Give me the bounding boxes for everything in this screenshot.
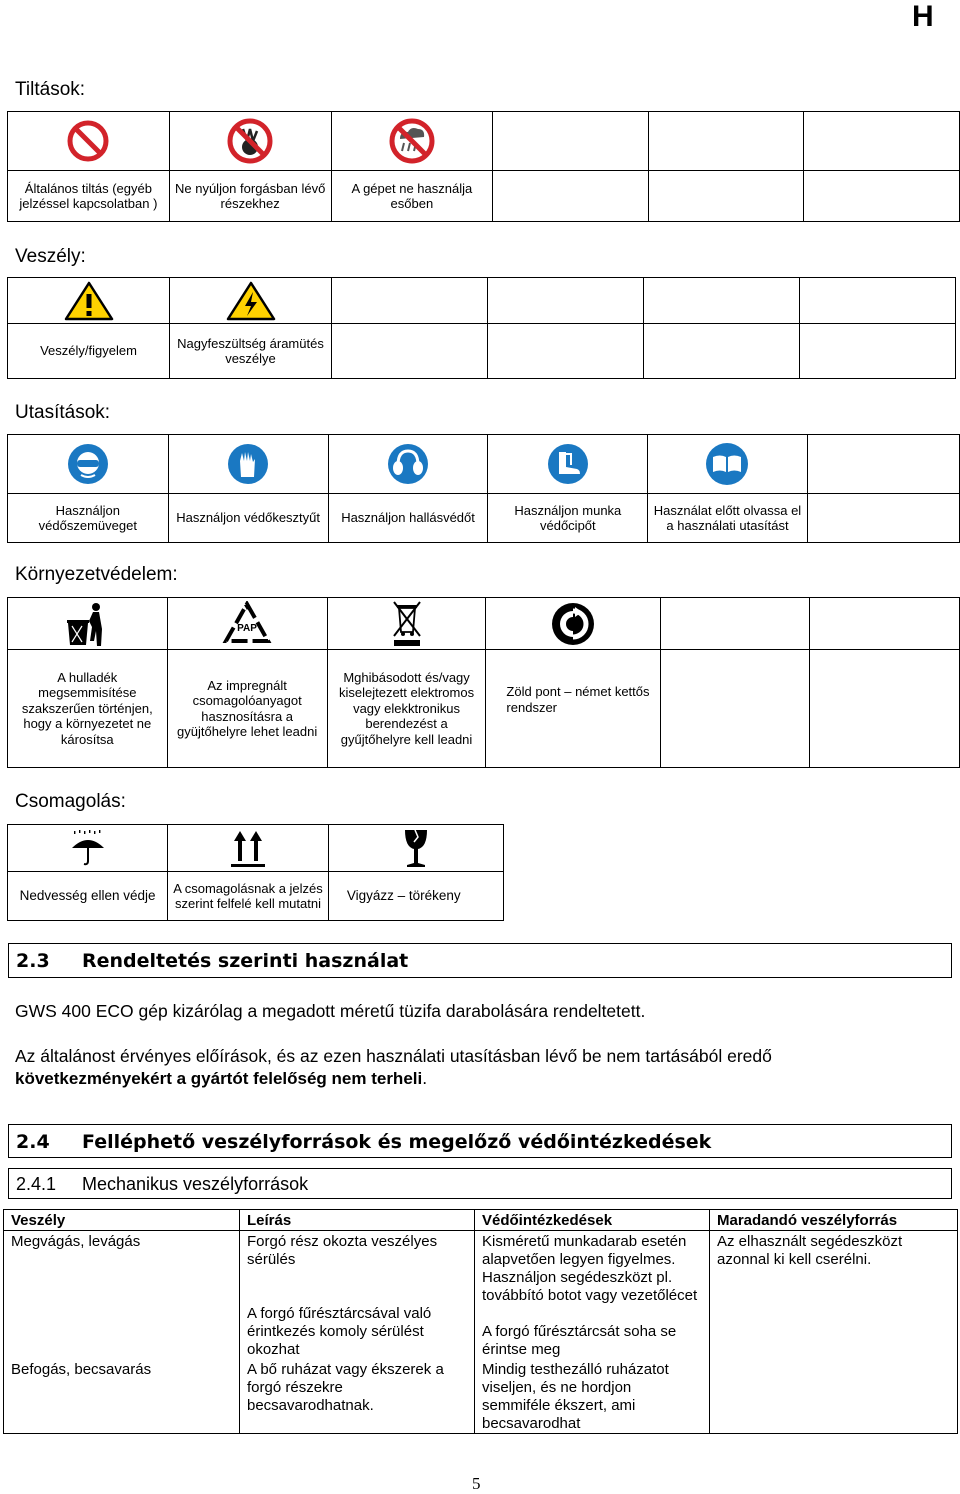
pap-recycling-cell bbox=[167, 598, 327, 650]
svg-text:PAP: PAP bbox=[237, 622, 258, 634]
high-voltage-cell bbox=[170, 278, 332, 324]
pap-recycling-icon bbox=[222, 601, 272, 647]
ear-protection-label: Használjon hallásvédőt bbox=[328, 494, 488, 543]
goggles-label: Használjon védőszemüveget bbox=[8, 494, 169, 543]
fragile-label: Vigyázz – törékeny bbox=[328, 872, 503, 921]
ear-protection-cell bbox=[328, 435, 488, 494]
safety-boots-cell bbox=[488, 435, 648, 494]
row1-measures-a: Kisméretű munkadarab esetén alapvetően legyen figyelmes. Használjon segédeszközt pl. továbbító botot vagy vezetőlécet bbox=[482, 1233, 698, 1304]
this-way-up-cell bbox=[168, 825, 329, 872]
this-way-up-label: A csomagolásnak a jelzés szerint felfelé kell mutatni bbox=[168, 872, 329, 921]
row1-description bbox=[240, 1231, 475, 1360]
environment-table bbox=[7, 597, 960, 768]
goggles-icon bbox=[67, 443, 109, 485]
umbrella-cell bbox=[8, 825, 168, 872]
row1-hazard: Megvágás, levágás bbox=[4, 1231, 240, 1360]
section-title-prohibitions: Tiltások: bbox=[15, 79, 86, 100]
crossed-bin-cell bbox=[327, 598, 486, 650]
row2-measures: Mindig testhezálló ruházatot viseljen, és ne hordjon semmiféle ékszert, ami becsavarodhat bbox=[475, 1359, 710, 1434]
high-voltage-icon bbox=[226, 281, 276, 321]
section-title-packaging: Csomagolás: bbox=[15, 791, 126, 812]
no-touch-cell bbox=[169, 112, 331, 171]
high-voltage-label: Nagyfeszültség áramütés veszélye bbox=[170, 324, 332, 379]
waste-bin-label: A hulladék megsemmisítése szakszerűen történjen, hogy a környezetet ne károsítsa bbox=[8, 650, 168, 768]
row2-hazard: Befogás, becsavarás bbox=[4, 1359, 240, 1434]
instructions-table bbox=[7, 434, 960, 543]
green-dot-label: Zöld pont – német kettős rendszer bbox=[486, 650, 661, 768]
safety-boots-icon bbox=[547, 443, 589, 485]
liability-period: . bbox=[422, 1068, 428, 1088]
umbrella-label: Nedvesség ellen védje bbox=[8, 872, 168, 921]
header-hazard: Veszély bbox=[4, 1210, 240, 1231]
ear-protection-icon bbox=[387, 443, 429, 485]
goggles-cell bbox=[8, 435, 169, 494]
warning-cell bbox=[8, 278, 170, 324]
table-row bbox=[4, 1359, 958, 1434]
gloves-cell bbox=[168, 435, 328, 494]
safety-boots-label: Használjon munka védőcipőt bbox=[488, 494, 648, 543]
liability-paragraph bbox=[15, 1045, 945, 1090]
green-dot-icon bbox=[551, 602, 595, 646]
prohibition-icon bbox=[66, 119, 110, 163]
row1-measures bbox=[475, 1231, 710, 1360]
section-2-3-number: 2.3 bbox=[16, 950, 50, 972]
page-marker: H bbox=[912, 0, 934, 33]
waste-bin-cell bbox=[8, 598, 168, 650]
section-2-3-heading bbox=[8, 943, 952, 978]
section-2-4-heading bbox=[8, 1124, 952, 1158]
no-rain-label: A gépet ne használja esőben bbox=[331, 171, 493, 222]
section-title-environment: Környezetvédelem: bbox=[15, 564, 178, 585]
liability-bold-text: következményekért a gyártót felelőség nem terheli bbox=[15, 1069, 423, 1088]
pap-recycling-label: Az impregnált csomagolóanyagot hasznosításra a gyüjtőhelyre lehet leadni bbox=[167, 650, 327, 768]
packaging-table bbox=[7, 824, 960, 921]
waste-bin-person-icon bbox=[65, 601, 109, 647]
warning-label: Veszély/figyelem bbox=[8, 324, 170, 379]
gloves-label: Használjon védőkesztyűt bbox=[168, 494, 328, 543]
row1-description-b: A forgó fűrésztárcsával való érintkezés komoly sérülést okozhat bbox=[247, 1305, 432, 1358]
row1-description-a: Forgó rész okozta veszélyes sérülés bbox=[247, 1233, 438, 1268]
umbrella-rain-icon bbox=[68, 828, 108, 868]
danger-table bbox=[7, 277, 956, 379]
fragile-glass-icon bbox=[401, 827, 431, 869]
table-row bbox=[4, 1231, 958, 1360]
row1-residual: Az elhasznált segédeszközt azonnal ki kell cserélni. bbox=[710, 1231, 958, 1360]
green-dot-cell bbox=[486, 598, 661, 650]
section-2-4-1-title: Mechanikus veszélyforrások bbox=[82, 1174, 309, 1194]
liability-text: Az általánost érvényes előírások, és az ezen használati utasításban lévő be nem tartásából eredő bbox=[15, 1046, 772, 1066]
manual-book-icon bbox=[705, 442, 749, 486]
page-number: 5 bbox=[472, 1474, 481, 1493]
header-measures: Védőintézkedések bbox=[475, 1210, 710, 1231]
row1-measures-b: A forgó fűrésztárcsát soha se érintse meg bbox=[482, 1323, 677, 1358]
no-rain-icon bbox=[388, 117, 436, 165]
hazard-table bbox=[3, 1209, 958, 1434]
no-touch-label: Ne nyúljon forgásban lévő részekhez bbox=[169, 171, 331, 222]
manual-label: Használat előtt olvassa el a használati utasítást bbox=[648, 494, 808, 543]
this-way-up-icon bbox=[228, 827, 268, 869]
no-touch-rotating-icon bbox=[226, 117, 274, 165]
section-2-4-title: Felléphető veszélyforrások és megelőző védőintézkedések bbox=[82, 1131, 712, 1153]
section-2-4-number: 2.4 bbox=[16, 1131, 50, 1153]
row2-residual bbox=[710, 1359, 958, 1434]
fragile-cell bbox=[328, 825, 503, 872]
section-title-instructions: Utasítások: bbox=[15, 402, 111, 423]
manual-cell bbox=[648, 435, 808, 494]
section-2-3-title: Rendeltetés szerinti használat bbox=[82, 950, 409, 972]
gloves-icon bbox=[227, 443, 269, 485]
prohibition-label: Általános tiltás (egyéb jelzéssel kapcsolatban ) bbox=[8, 171, 170, 222]
prohibitions-table bbox=[7, 111, 960, 222]
row2-description: A bő ruházat vagy ékszerek a forgó részekre becsavarodhatnak. bbox=[240, 1359, 475, 1434]
section-2-4-1-number: 2.4.1 bbox=[16, 1174, 57, 1194]
section-2-4-1-heading bbox=[8, 1168, 952, 1199]
hazard-table-header bbox=[4, 1210, 958, 1231]
warning-exclamation-icon bbox=[64, 281, 114, 321]
header-residual: Maradandó veszélyforrás bbox=[710, 1210, 958, 1231]
prohibition-cell bbox=[8, 112, 170, 171]
intended-use-paragraph: GWS 400 ECO gép kizárólag a megadott méretű tüzifa darabolására rendeltetett. bbox=[15, 1001, 646, 1021]
crossed-bin-label: Mghibásodott és/vagy kiselejtezett elektromos vagy elekktronikus berendezést a gyűjtőhelyre kell leadni bbox=[327, 650, 486, 768]
no-rain-cell bbox=[331, 112, 493, 171]
crossed-bin-icon bbox=[390, 600, 424, 648]
header-description: Leírás bbox=[240, 1210, 475, 1231]
section-title-danger: Veszély: bbox=[15, 246, 86, 267]
